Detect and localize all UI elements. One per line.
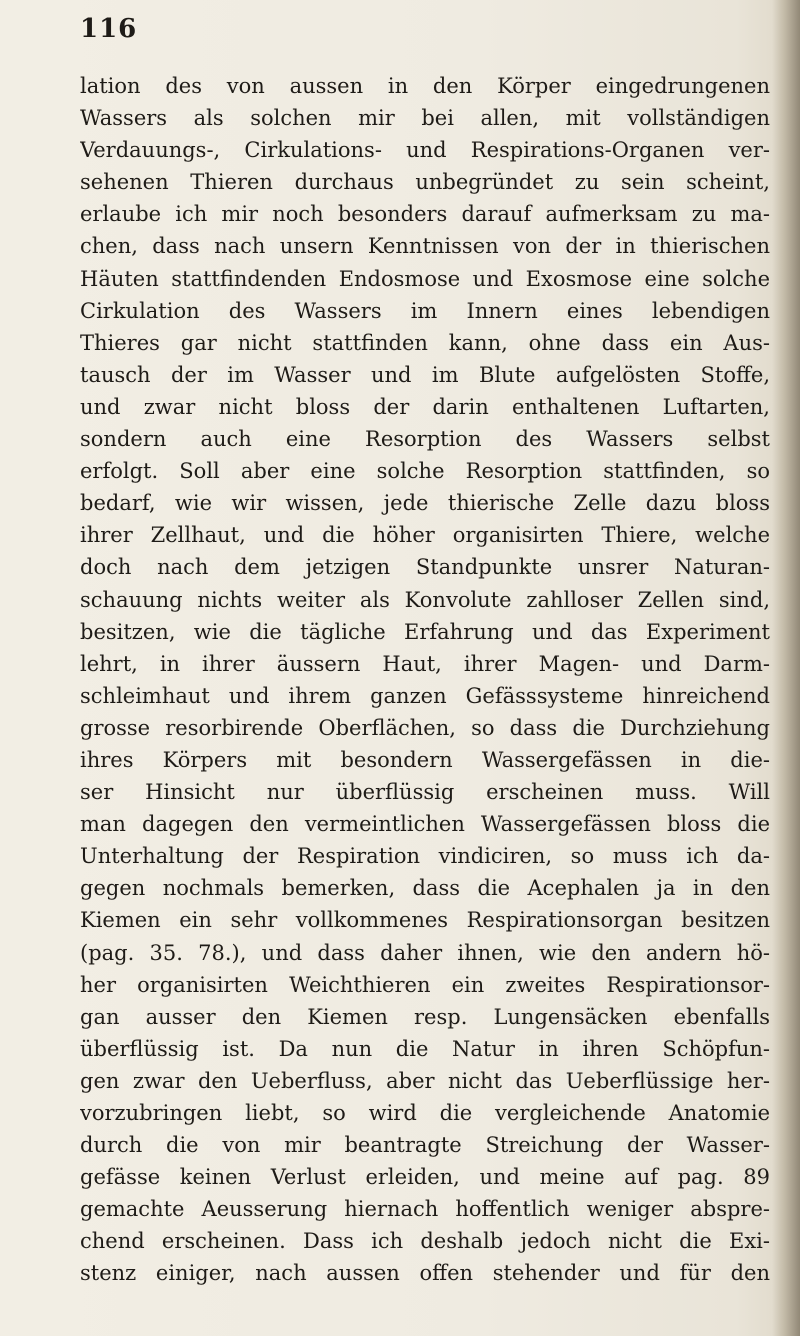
text-line: erfolgt. Soll aber eine solche Resorption stattfinden, so: [80, 459, 770, 484]
text-line: sehenen Thieren durchaus unbegründet zu sein scheint,: [80, 170, 770, 195]
text-line: bedarf, wie wir wissen, jede thierische Zelle dazu bloss: [80, 491, 770, 516]
text-line: schleimhaut und ihrem ganzen Gefässsysteme hinreichend: [80, 683, 770, 708]
text-line: her organisirten Weichthieren ein zweites Respirationsor-: [80, 972, 770, 997]
body-text: [80, 70, 770, 1290]
text-line: man dagegen den vermeintlichen Wassergefässen bloss die: [80, 812, 770, 837]
text-line: gegen nochmals bemerken, dass die Acephalen ja in den: [80, 876, 770, 901]
text-line: sondern auch eine Resorption des Wassers selbst: [80, 427, 770, 452]
text-line: Verdauungs-, Cirkulations- und Respirations-Organen ver-: [80, 138, 770, 163]
text-line: und zwar nicht bloss der darin enthaltenen Luftarten,: [80, 394, 770, 419]
text-line: gan ausser den Kiemen resp. Lungensäcken ebenfalls: [80, 1004, 770, 1029]
text-line: Unterhaltung der Respiration vindiciren, so muss ich da-: [80, 844, 770, 869]
text-line: chend erscheinen. Dass ich deshalb jedoch nicht die Exi-: [80, 1229, 770, 1254]
text-line: überflüssig ist. Da nun die Natur in ihren Schöpfun-: [80, 1036, 770, 1061]
text-line: lation des von aussen in den Körper eingedrungenen: [80, 74, 770, 98]
text-line: stenz einiger, nach aussen offen stehender und für den: [80, 1261, 770, 1286]
text-line: gefässe keinen Verlust erleiden, und meine auf pag. 89: [80, 1165, 770, 1190]
text-line: Wassers als solchen mir bei allen, mit vollständigen: [80, 106, 770, 131]
text-line: gemachte Aeusserung hiernach hoffentlich weniger abspre-: [80, 1197, 770, 1222]
text-line: schauung nichts weiter als Konvolute zahlloser Zellen sind,: [80, 587, 770, 612]
text-line: gen zwar den Ueberfluss, aber nicht das Ueberflüssige her-: [80, 1068, 770, 1093]
text-line: Cirkulation des Wassers im Innern eines lebendigen: [80, 298, 770, 323]
page-binding-edge: [772, 0, 800, 1336]
text-line: doch nach dem jetzigen Standpunkte unsrer Naturan-: [80, 555, 770, 580]
text-line: Häuten stattfindenden Endosmose und Exosmose eine solche: [80, 266, 770, 291]
text-line: grosse resorbirende Oberflächen, so dass die Durchziehung: [80, 715, 770, 740]
text-line: erlaube ich mir noch besonders darauf aufmerksam zu ma-: [80, 202, 770, 227]
text-line: tausch der im Wasser und im Blute aufgelösten Stoffe,: [80, 362, 770, 387]
text-line: chen, dass nach unsern Kenntnissen von der in thierischen: [80, 234, 770, 259]
text-line: (pag. 35. 78.), und dass daher ihnen, wie den andern hö-: [80, 940, 770, 965]
text-line: lehrt, in ihrer äussern Haut, ihrer Magen- und Darm-: [80, 651, 770, 676]
text-line: vorzubringen liebt, so wird die vergleichende Anatomie: [80, 1101, 770, 1125]
page-number: 116: [80, 14, 138, 44]
text-line: ser Hinsicht nur überflüssig erscheinen muss. Will: [80, 780, 770, 805]
text-line: ihrer Zellhaut, und die höher organisirten Thiere, welche: [80, 523, 770, 548]
text-line: ihres Körpers mit besondern Wassergefässen in die-: [80, 747, 770, 772]
text-line: Thieres gar nicht stattfinden kann, ohne dass ein Aus-: [80, 330, 770, 355]
text-line: durch die von mir beantragte Streichung der Wasser-: [80, 1133, 770, 1158]
text-line: Kiemen ein sehr vollkommenes Respirationsorgan besitzen: [80, 908, 770, 933]
text-line: besitzen, wie die tägliche Erfahrung und das Experiment: [80, 619, 770, 644]
